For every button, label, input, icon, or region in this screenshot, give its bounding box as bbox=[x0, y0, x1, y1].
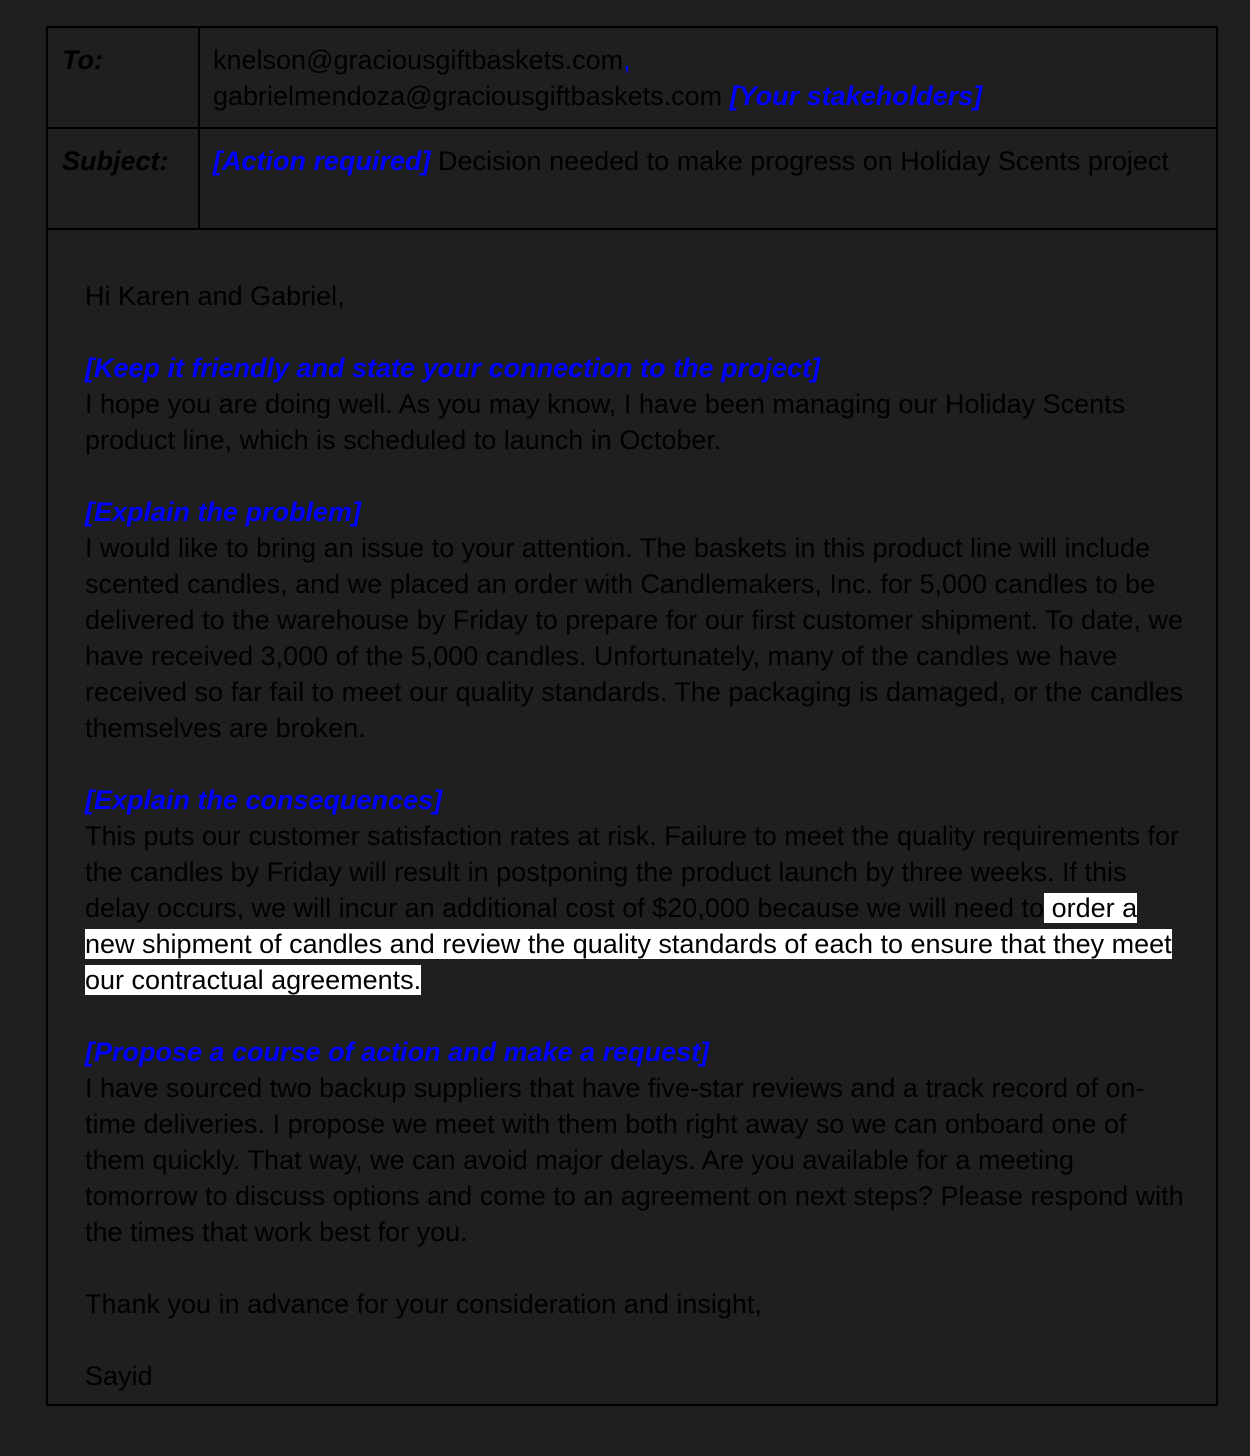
consequences-text-plain: This puts our customer satisfaction rates at risk. Failure to meet the quality requirements for the candles by Friday will result in postponing the product launch by three weeks. If this delay occurs, we will incur an additional cost of $20,000 because we will need to bbox=[85, 821, 1179, 923]
closing-line: Thank you in advance for your consideration and insight, bbox=[85, 1289, 762, 1319]
section-problem-tag: [Explain the problem] bbox=[85, 497, 362, 527]
section-consequences-tag: [Explain the consequences] bbox=[85, 785, 443, 815]
greeting: Hi Karen and Gabriel, bbox=[85, 281, 345, 311]
to-comma: , bbox=[623, 45, 631, 75]
subject-label: Subject: bbox=[48, 129, 200, 228]
to-email-knelson: knelson@graciousgiftbaskets.com bbox=[213, 45, 624, 75]
to-label: To: bbox=[48, 28, 200, 127]
to-stakeholders-tag: [Your stakeholders] bbox=[729, 81, 983, 111]
to-row bbox=[48, 28, 1216, 129]
subject-text: Decision needed to make progress on Holiday Scents project bbox=[438, 146, 1169, 176]
to-email-gabriel: gabrielmendoza@graciousgiftbaskets.com bbox=[213, 81, 723, 111]
subject-action-tag: [Action required] bbox=[213, 146, 431, 176]
to-value bbox=[200, 28, 1216, 127]
section-friendly-tag: [Keep it friendly and state your connection to the project] bbox=[85, 353, 821, 383]
section-proposal-tag: [Propose a course of action and make a request] bbox=[85, 1037, 710, 1067]
signature: Sayid bbox=[85, 1361, 153, 1391]
section-consequences-text bbox=[85, 818, 1192, 998]
subject-value bbox=[200, 129, 1216, 228]
section-proposal-text: I have sourced two backup suppliers that have five-star reviews and a track record of on-time deliveries. I propose we meet with them both right away so we can onboard one of them quickly. That way, we can avoid major delays. Are you available for a meeting tomorrow to discuss options and come to an agreement on next steps? Please respond with the times that work best for you. bbox=[85, 1073, 1184, 1247]
section-problem-text: I would like to bring an issue to your attention. The baskets in this product line will include scented candles, and we placed an order with Candlemakers, Inc. for 5,000 candles to be delivered to the warehouse by Friday to prepare for our first customer shipment. To date, we have received 3,000 of the 5,000 candles. Unfortunately, many of the candles we have received so far fail to meet our quality standards. The packaging is damaged, or the candles themselves are broken. bbox=[85, 533, 1184, 743]
selected-text-highlight[interactable]: order a new shipment of candles and review the quality standards of each to ensure that they meet our contractual agreements. bbox=[85, 893, 1172, 995]
email-body bbox=[48, 230, 1216, 1394]
subject-row bbox=[48, 129, 1216, 230]
section-friendly-text: I hope you are doing well. As you may know, I have been managing our Holiday Scents product line, which is scheduled to launch in October. bbox=[85, 389, 1126, 455]
email-template bbox=[46, 26, 1218, 1406]
